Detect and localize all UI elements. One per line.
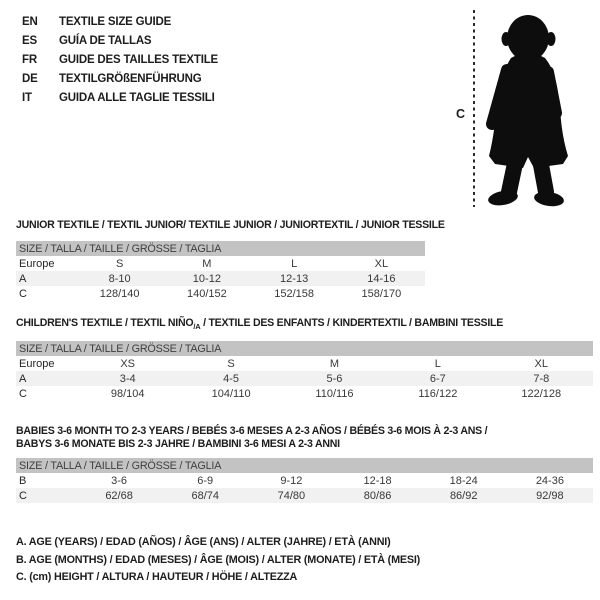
- table-cell: 7-8: [533, 372, 550, 385]
- babies-size-table: [16, 458, 593, 503]
- toddler-silhouette-icon: [483, 8, 600, 210]
- section-junior-textile: [16, 219, 445, 301]
- row-label: A: [19, 272, 27, 285]
- size-table-header: SIZE / TALLA / TAILLE / GRÖSSE / TAGLIA: [16, 341, 593, 356]
- table-cell: 9-12: [280, 474, 303, 487]
- language-code: DE: [22, 73, 38, 85]
- section-heading: JUNIOR TEXTILE / TEXTIL JUNIOR/ TEXTILE JUNIOR / JUNIORTEXTIL / JUNIOR TESSILE: [16, 219, 445, 231]
- table-cell: L: [434, 357, 441, 370]
- table-cell: 3-6: [111, 474, 128, 487]
- table-cell: 12-13: [280, 272, 309, 285]
- heading-subscript: /A: [193, 322, 201, 332]
- table-cell: 80/86: [363, 489, 392, 502]
- footnote-legend: [16, 534, 420, 587]
- table-row: [16, 371, 593, 386]
- heading-text: CHILDREN'S TEXTILE / TEXTIL NIÑO: [16, 317, 194, 329]
- language-title: GUIDA ALLE TAGLIE TESSILI: [59, 92, 215, 104]
- language-code: ES: [22, 35, 37, 47]
- language-title: TEXTILGRÖßENFÜHRUNG: [59, 73, 202, 85]
- row-label: C: [19, 489, 27, 502]
- table-cell: M: [329, 357, 340, 370]
- table-cell: 24-36: [535, 474, 564, 487]
- language-row-en: [22, 13, 218, 32]
- section-heading: [16, 425, 593, 451]
- table-cell: 4-5: [223, 372, 240, 385]
- size-table-header: SIZE / TALLA / TAILLE / GRÖSSE / TAGLIA: [16, 458, 593, 473]
- table-cell: 10-12: [192, 272, 221, 285]
- children-size-table: [16, 341, 593, 401]
- table-cell: 140/152: [186, 287, 227, 300]
- footnote-b: B. AGE (MONTHS) / EDAD (MESES) / ÂGE (MOIS) / ALTER (MONATE) / ETÀ (MESI): [16, 553, 421, 566]
- table-cell: L: [291, 257, 298, 270]
- size-table-header: SIZE / TALLA / TAILLE / GRÖSSE / TAGLIA: [16, 241, 425, 256]
- table-cell: 116/122: [418, 387, 458, 400]
- footnote-a: A. AGE (YEARS) / EDAD (AÑOS) / ÂGE (ANS) / ALTER (JAHRE) / ETÀ (ANNI): [16, 536, 391, 548]
- language-row-es: [22, 32, 218, 51]
- table-cell: M: [202, 257, 212, 270]
- table-cell: 14-16: [367, 272, 396, 285]
- table-row: [16, 286, 425, 301]
- language-title-list: [22, 13, 218, 108]
- language-title: TEXTILE SIZE GUIDE: [59, 16, 172, 28]
- section-heading: [16, 317, 593, 333]
- table-cell: S: [115, 257, 124, 270]
- height-dashed-line: [473, 10, 475, 207]
- table-cell: XS: [120, 357, 136, 370]
- table-cell: 158/170: [361, 287, 402, 300]
- section-babies-textile: [16, 425, 593, 503]
- table-cell: 104/110: [211, 387, 251, 400]
- language-row-it: [22, 89, 218, 108]
- table-row: [16, 386, 593, 401]
- heading-text: / TEXTILE DES ENFANTS / KINDERTEXTIL / BAMBINI TESSILE: [200, 317, 504, 329]
- language-code: EN: [22, 16, 38, 28]
- table-cell: 98/104: [110, 387, 145, 400]
- row-label: Europe: [19, 357, 55, 370]
- table-cell: 6-7: [429, 372, 446, 385]
- table-row: [16, 271, 425, 286]
- table-cell: XL: [374, 257, 389, 270]
- table-row: [16, 256, 425, 271]
- table-cell: 62/68: [105, 489, 133, 502]
- height-measure-figure: [455, 8, 600, 210]
- table-cell: 110/116: [315, 387, 354, 400]
- footnote-c: C. (cm) HEIGHT / ALTURA / HAUTEUR / HÖHE / ALTEZZA: [16, 571, 298, 583]
- language-code: IT: [22, 92, 32, 104]
- heading-line-1: BABIES 3-6 MONTH TO 2-3 YEARS / BEBÉS 3-6 MESES A 2-3 AÑOS / BÉBÉS 3-6 MOIS À 2-3 ANS /: [16, 425, 488, 437]
- table-cell: 3-4: [119, 372, 136, 385]
- table-cell: 74/80: [277, 489, 306, 502]
- row-label: Europe: [19, 257, 55, 270]
- heading-line-2: BABYS 3-6 MONATE BIS 2-3 JAHRE / BAMBINI 3-6 MESI A 2-3 ANNI: [16, 438, 340, 450]
- table-cell: 8-10: [108, 272, 131, 285]
- table-cell: 5-6: [326, 372, 343, 385]
- table-cell: 152/158: [274, 287, 314, 300]
- row-label: A: [19, 372, 27, 385]
- table-cell: 68/74: [191, 489, 219, 502]
- table-row: [16, 356, 593, 371]
- language-title: GUIDE DES TAILLES TEXTILE: [59, 54, 218, 66]
- row-label: C: [19, 387, 27, 400]
- table-cell: XL: [534, 357, 549, 370]
- table-row: [16, 473, 593, 488]
- language-code: FR: [22, 54, 37, 66]
- table-cell: 122/128: [521, 387, 562, 400]
- row-label: C: [19, 287, 27, 300]
- row-label: B: [19, 474, 27, 487]
- table-cell: 18-24: [449, 474, 478, 487]
- junior-size-table: [16, 241, 425, 301]
- height-measure-label: C: [456, 107, 466, 121]
- table-cell: S: [227, 357, 235, 370]
- table-cell: 92/98: [536, 489, 564, 502]
- table-cell: 12-18: [363, 474, 392, 487]
- section-childrens-textile: [16, 317, 593, 401]
- language-title: GUÍA DE TALLAS: [59, 35, 152, 47]
- table-cell: 128/140: [99, 287, 140, 300]
- table-cell: 86/92: [449, 489, 478, 502]
- language-row-fr: [22, 51, 218, 70]
- table-row: [16, 488, 593, 503]
- language-row-de: [22, 70, 218, 89]
- table-cell: 6-9: [197, 474, 214, 487]
